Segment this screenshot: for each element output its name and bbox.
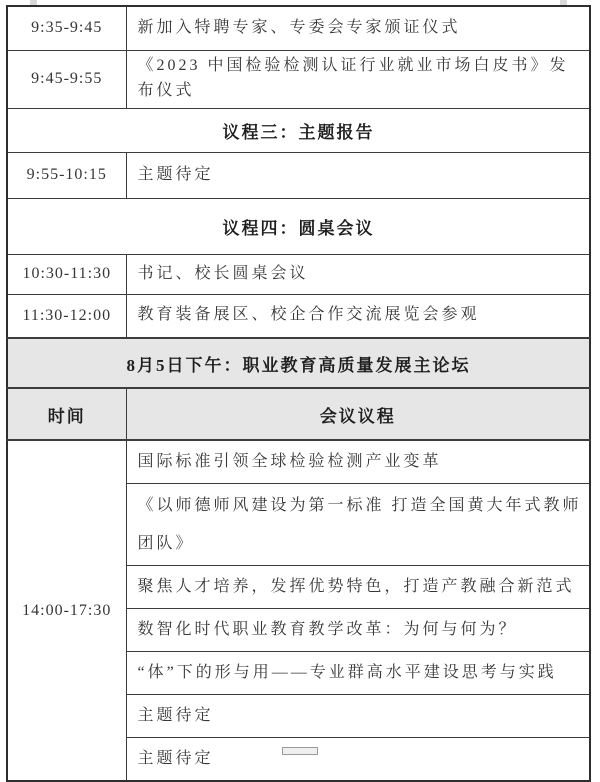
section-header-agenda-four: 议程四：圆桌会议 bbox=[7, 198, 590, 254]
time-cell: 9:35-9:45 bbox=[7, 6, 126, 50]
table-row bbox=[7, 108, 590, 152]
agenda-cell: 聚焦人才培养，发挥优势特色，打造产教融合新范式 bbox=[126, 566, 590, 609]
agenda-cell: 书记、校长圆桌会议 bbox=[126, 254, 590, 294]
table-row bbox=[7, 6, 590, 50]
table-handle-artifact bbox=[282, 747, 318, 755]
column-header-time: 时间 bbox=[7, 388, 126, 440]
group-time-cell: 14:00-17:30 bbox=[7, 440, 126, 781]
agenda-cell: 国际标准引领全球检验检测产业变革 bbox=[126, 440, 590, 484]
time-cell: 9:45-9:55 bbox=[7, 50, 126, 108]
section-header-agenda-three: 议程三：主题报告 bbox=[7, 108, 590, 152]
agenda-cell: 主题待定 bbox=[126, 695, 590, 738]
table-row bbox=[7, 440, 590, 484]
conference-agenda-table bbox=[6, 5, 591, 782]
agenda-cell: 数智化时代职业教育教学改革：为何与何为？ bbox=[126, 609, 590, 652]
table-row bbox=[7, 338, 590, 388]
agenda-cell: 《以师德师风建设为第一标准 打造全国黄大年式教师团队》 bbox=[126, 484, 590, 566]
agenda-cell: 《2023 中国检验检测认证行业就业市场白皮书》发布仪式 bbox=[126, 50, 590, 108]
table-row bbox=[7, 198, 590, 254]
agenda-cell: 教育装备展区、校企合作交流展览会参观 bbox=[126, 294, 590, 338]
day-banner: 8月5日下午：职业教育高质量发展主论坛 bbox=[7, 338, 590, 388]
table-row bbox=[7, 152, 590, 198]
table-row bbox=[7, 388, 590, 440]
agenda-cell: 新加入特聘专家、专委会专家颁证仪式 bbox=[126, 6, 590, 50]
table-row bbox=[7, 254, 590, 294]
table-row bbox=[7, 50, 590, 108]
agenda-cell: 主题待定 bbox=[126, 152, 590, 198]
time-cell: 11:30-12:00 bbox=[7, 294, 126, 338]
time-cell: 10:30-11:30 bbox=[7, 254, 126, 294]
table-row bbox=[7, 294, 590, 338]
agenda-cell: 主题待定 bbox=[126, 738, 590, 782]
column-header-agenda: 会议议程 bbox=[126, 388, 590, 440]
agenda-cell: “体”下的形与用——专业群高水平建设思考与实践 bbox=[126, 652, 590, 695]
time-cell: 9:55-10:15 bbox=[7, 152, 126, 198]
